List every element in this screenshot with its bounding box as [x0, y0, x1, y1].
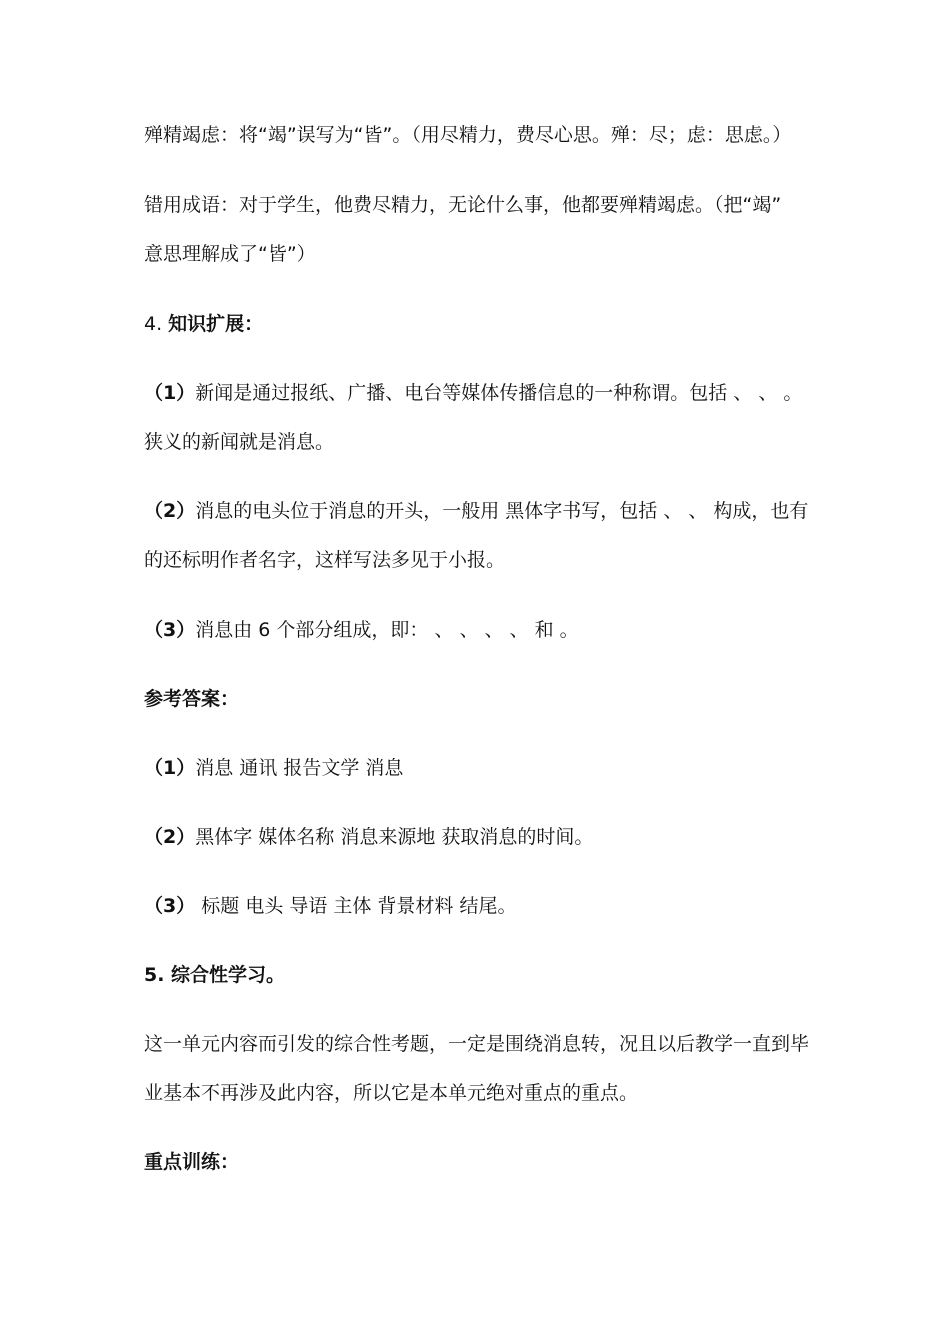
answers-heading: 参考答案：: [144, 688, 240, 710]
paragraph-idiom-definition: 殚精竭虑：将“竭”误写为“皆”。（用尽精力，费尽心思。殚：尽；虑：思虑。）: [144, 124, 792, 146]
section-heading-comprehensive-learning: 5. 综合性学习。: [144, 964, 286, 986]
section-heading-key-training: 重点训练：: [144, 1151, 240, 1173]
question-2-cont: 的还标明作者名字，这样写法多见于小报。: [144, 549, 506, 571]
answer-3: （3） 标题 电头 导语 主体 背景材料 结尾。: [144, 895, 517, 917]
paragraph-misuse-example: 错用成语：对于学生，他费尽精力，无论什么事，他都要殚精竭虑。（把“竭”: [144, 194, 782, 216]
paragraph-comprehensive-cont: 业基本不再涉及此内容，所以它是本单元绝对重点的重点。: [144, 1082, 639, 1104]
question-1: （1）新闻是通过报纸、广播、电台等媒体传播信息的一种称谓。包括 、 、 。: [144, 382, 803, 404]
answer-1: （1）消息 通讯 报告文学 消息: [144, 757, 404, 779]
question-3: （3）消息由 6 个部分组成，即： 、 、 、 、 和 。: [144, 619, 579, 641]
section-heading-knowledge-extension: 4. 知识扩展：: [144, 313, 264, 335]
paragraph-comprehensive: 这一单元内容而引发的综合性考题，一定是围绕消息转，况且以后教学一直到毕: [144, 1033, 810, 1055]
question-2: （2）消息的电头位于消息的开头，一般用 黑体字书写，包括 、 、 构成，也有: [144, 500, 809, 522]
answer-2: （2）黑体字 媒体名称 消息来源地 获取消息的时间。: [144, 826, 594, 848]
paragraph-misuse-example-cont: 意思理解成了“皆”）: [144, 243, 316, 265]
question-1-cont: 狭义的新闻就是消息。: [144, 431, 335, 453]
